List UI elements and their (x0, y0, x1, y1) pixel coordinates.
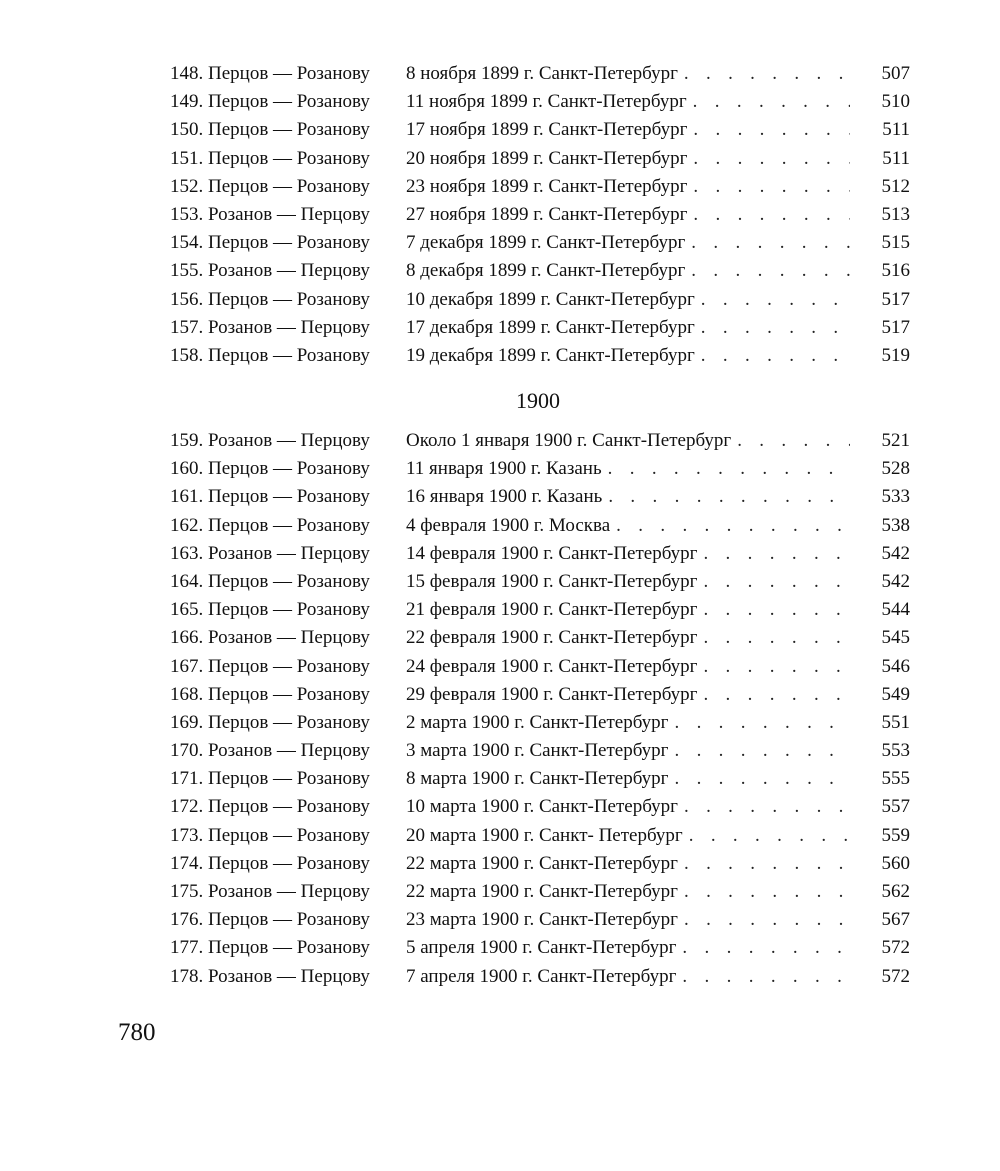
entry-who: Розанов — Перцову (208, 260, 370, 282)
leader-dots (697, 596, 850, 624)
entry-date: 16 января 1900 г. Казань (406, 486, 603, 508)
toc-entry (170, 681, 910, 709)
entry-correspondents (170, 483, 406, 511)
entry-page: 549 (881, 683, 910, 705)
leader-dots (678, 906, 850, 934)
entry-number: 158. (170, 344, 204, 366)
toc-entry (170, 257, 910, 285)
toc-entry (170, 229, 910, 257)
entry-date: 19 декабря 1899 г. Санкт-Петербург (406, 344, 695, 366)
entry-number: 150. (170, 119, 204, 141)
entry-who: Перцов — Розанову (208, 768, 370, 790)
entry-number: 156. (170, 288, 204, 310)
toc-entry (170, 906, 910, 934)
entry-number: 174. (170, 852, 204, 874)
entry-number: 167. (170, 655, 204, 677)
entry-date: 22 марта 1900 г. Санкт-Петербург (406, 881, 678, 902)
leader-dots (678, 850, 850, 878)
entry-who: Перцов — Розанову (208, 63, 370, 84)
entry-date: 10 декабря 1899 г. Санкт-Петербург (406, 288, 695, 310)
toc-entry (170, 624, 910, 652)
entry-number: 165. (170, 599, 204, 621)
entry-who: Розанов — Перцову (208, 542, 370, 564)
toc-entry (170, 963, 910, 991)
leader-dots (697, 681, 850, 709)
toc-entry (170, 596, 910, 624)
toc-entry (170, 878, 910, 906)
entry-number: 157. (170, 316, 204, 338)
entry-page: 572 (881, 965, 910, 987)
entry-who: Перцов — Розанову (208, 796, 370, 818)
leader-dots (695, 286, 850, 314)
entry-page: 546 (881, 655, 910, 677)
entry-date: 3 марта 1900 г. Санкт-Петербург (406, 740, 669, 762)
leader-dots (676, 963, 850, 991)
leader-dots (668, 709, 850, 737)
entry-date: 29 февраля 1900 г. Санкт-Петербург (406, 683, 698, 705)
leader-dots (695, 314, 850, 342)
leader-dots (697, 653, 850, 681)
toc-entry (170, 822, 910, 850)
toc-entry (170, 201, 910, 229)
leader-dots (668, 765, 850, 793)
entry-correspondents (170, 765, 406, 793)
entry-page: 542 (881, 542, 910, 564)
leader-dots (697, 568, 850, 596)
entry-who: Перцов — Розанову (208, 824, 370, 846)
leader-dots (687, 145, 850, 173)
entry-who: Перцов — Розанову (208, 175, 370, 197)
entry-who: Перцов — Розанову (208, 147, 370, 169)
entry-correspondents (170, 963, 406, 991)
entry-number: 159. (170, 430, 204, 451)
entry-who: Перцов — Розанову (208, 852, 370, 874)
entry-correspondents (170, 906, 406, 934)
toc-entry (170, 116, 910, 144)
entry-page: 542 (881, 570, 910, 592)
entry-page: 511 (882, 119, 910, 141)
entry-who: Перцов — Розанову (208, 119, 370, 141)
entry-page: 528 (881, 458, 910, 480)
toc-entry (170, 793, 910, 821)
leader-dots (678, 793, 850, 821)
entry-correspondents (170, 229, 406, 257)
entry-date: 20 ноября 1899 г. Санкт-Петербург (406, 147, 688, 169)
entry-who: Розанов — Перцову (208, 740, 370, 762)
entry-page: 567 (881, 909, 910, 931)
entry-number: 176. (170, 909, 204, 931)
entry-who: Перцов — Розанову (208, 683, 370, 705)
toc-entry (170, 709, 910, 737)
leader-dots (731, 427, 850, 455)
entry-number: 168. (170, 683, 204, 705)
entry-page: 513 (881, 203, 910, 225)
entry-correspondents (170, 822, 406, 850)
leader-dots (695, 342, 850, 370)
entry-correspondents (170, 709, 406, 737)
entry-date: 8 марта 1900 г. Санкт-Петербург (406, 768, 669, 790)
leader-dots (685, 229, 850, 257)
entry-correspondents (170, 737, 406, 765)
toc-entry (170, 850, 910, 878)
entry-who: Перцов — Розанову (208, 711, 370, 733)
entry-number: 161. (170, 486, 204, 508)
entry-date: 10 марта 1900 г. Санкт-Петербург (406, 796, 678, 818)
toc-entry (170, 342, 910, 370)
entry-who: Розанов — Перцову (208, 965, 370, 987)
leader-dots (668, 737, 850, 765)
toc-entry (170, 737, 910, 765)
entry-page: 559 (881, 824, 910, 846)
entry-date: 8 ноября 1899 г. Санкт-Петербург (406, 63, 678, 84)
entry-date: 7 апреля 1900 г. Санкт-Петербург (406, 965, 677, 987)
entry-number: 175. (170, 881, 204, 902)
entry-who: Перцов — Розанову (208, 570, 370, 592)
entry-correspondents (170, 568, 406, 596)
toc-entry (170, 286, 910, 314)
leader-dots (676, 934, 850, 962)
entry-who: Перцов — Розанову (208, 937, 370, 959)
entry-number: 172. (170, 796, 204, 818)
entry-date: 4 февраля 1900 г. Москва (406, 514, 611, 536)
entry-page: 519 (881, 344, 910, 366)
entry-page: 510 (881, 91, 910, 113)
entry-correspondents (170, 596, 406, 624)
entry-page: 517 (881, 316, 910, 338)
toc-entry (170, 483, 910, 511)
entry-date: 14 февраля 1900 г. Санкт-Петербург (406, 542, 698, 564)
entry-page: 515 (881, 232, 910, 254)
toc-entry (170, 60, 910, 88)
entry-page: 572 (881, 937, 910, 959)
page-number: 780 (118, 1019, 156, 1046)
toc-entry (170, 765, 910, 793)
toc-entry (170, 568, 910, 596)
toc-entry (170, 540, 910, 568)
toc-entry (170, 653, 910, 681)
entry-date: 17 ноября 1899 г. Санкт-Петербург (406, 119, 688, 141)
entry-page: 551 (881, 711, 910, 733)
toc-list-1900 (170, 427, 910, 991)
entry-page: 512 (881, 175, 910, 197)
toc-entry (170, 314, 910, 342)
entry-correspondents (170, 145, 406, 173)
entry-date: 2 марта 1900 г. Санкт-Петербург (406, 711, 669, 733)
entry-correspondents (170, 88, 406, 116)
entry-correspondents (170, 850, 406, 878)
entry-who: Перцов — Розанову (208, 458, 370, 480)
entry-who: Перцов — Розанову (208, 655, 370, 677)
entry-who: Перцов — Розанову (208, 232, 370, 254)
entry-who: Перцов — Розанову (208, 486, 370, 508)
entry-page: 560 (881, 852, 910, 874)
entry-page: 545 (881, 627, 910, 649)
toc-entry (170, 512, 910, 540)
entry-page: 553 (881, 740, 910, 762)
entry-who: Перцов — Розанову (208, 344, 370, 366)
entry-date: 24 февраля 1900 г. Санкт-Петербург (406, 655, 698, 677)
entry-number: 154. (170, 232, 204, 254)
entry-number: 160. (170, 458, 204, 480)
entry-page: 516 (881, 260, 910, 282)
toc-entry (170, 88, 910, 116)
entry-date: 23 марта 1900 г. Санкт-Петербург (406, 909, 678, 931)
entry-who: Перцов — Розанову (208, 514, 370, 536)
entry-page: 544 (881, 599, 910, 621)
entry-correspondents (170, 427, 406, 455)
leader-dots (678, 60, 850, 88)
entry-who: Розанов — Перцову (208, 627, 370, 649)
entry-correspondents (170, 455, 406, 483)
entry-date: 21 февраля 1900 г. Санкт-Петербург (406, 599, 698, 621)
entry-correspondents (170, 201, 406, 229)
entry-who: Перцов — Розанову (208, 909, 370, 931)
entry-who: Перцов — Розанову (208, 91, 370, 113)
entry-correspondents (170, 257, 406, 285)
entry-correspondents (170, 653, 406, 681)
toc-entry (170, 427, 910, 455)
entry-date: 11 ноября 1899 г. Санкт-Петербург (406, 91, 687, 113)
entry-date: 20 марта 1900 г. Санкт- Петербург (406, 824, 683, 846)
entry-number: 173. (170, 824, 204, 846)
entry-page: 562 (881, 881, 910, 902)
entry-page: 555 (881, 768, 910, 790)
entry-date: 23 ноября 1899 г. Санкт-Петербург (406, 175, 688, 197)
entry-page: 507 (881, 63, 910, 84)
leader-dots (697, 624, 850, 652)
entry-number: 177. (170, 937, 204, 959)
entry-correspondents (170, 60, 406, 88)
entry-number: 155. (170, 260, 204, 282)
entry-date: 11 января 1900 г. Казань (406, 458, 602, 480)
entry-correspondents (170, 286, 406, 314)
entry-page: 517 (881, 288, 910, 310)
leader-dots (602, 455, 850, 483)
entry-correspondents (170, 314, 406, 342)
entry-who: Розанов — Перцову (208, 881, 370, 902)
toc-entry (170, 145, 910, 173)
year-heading: 1900 (516, 388, 560, 413)
entry-who: Розанов — Перцову (208, 203, 370, 225)
toc-entry (170, 173, 910, 201)
entry-number: 152. (170, 175, 204, 197)
entry-who: Розанов — Перцову (208, 430, 370, 451)
entry-date: 17 декабря 1899 г. Санкт-Петербург (406, 316, 695, 338)
entry-correspondents (170, 624, 406, 652)
entry-date: Около 1 января 1900 г. Санкт-Петербург (406, 430, 732, 451)
leader-dots (687, 116, 850, 144)
leader-dots (687, 88, 850, 116)
entry-number: 166. (170, 627, 204, 649)
leader-dots (687, 201, 850, 229)
entry-date: 8 декабря 1899 г. Санкт-Петербург (406, 260, 686, 282)
entry-date: 22 марта 1900 г. Санкт-Петербург (406, 852, 678, 874)
entry-correspondents (170, 681, 406, 709)
entry-number: 163. (170, 542, 204, 564)
entry-page: 533 (881, 486, 910, 508)
leader-dots (687, 173, 850, 201)
entry-correspondents (170, 116, 406, 144)
entry-number: 164. (170, 570, 204, 592)
toc-entry (170, 455, 910, 483)
entry-correspondents (170, 878, 406, 906)
entry-page: 538 (881, 514, 910, 536)
leader-dots (610, 512, 850, 540)
entry-correspondents (170, 512, 406, 540)
entry-page: 557 (881, 796, 910, 818)
entry-page: 511 (882, 147, 910, 169)
entry-correspondents (170, 934, 406, 962)
entry-number: 178. (170, 965, 204, 987)
entry-date: 5 апреля 1900 г. Санкт-Петербург (406, 937, 677, 959)
entry-number: 151. (170, 147, 204, 169)
leader-dots (697, 540, 850, 568)
toc-list-1899 (170, 60, 910, 370)
entry-correspondents (170, 173, 406, 201)
entry-who: Розанов — Перцову (208, 316, 370, 338)
entry-correspondents (170, 342, 406, 370)
leader-dots (678, 878, 850, 906)
entry-correspondents (170, 793, 406, 821)
entry-date: 15 февраля 1900 г. Санкт-Петербург (406, 570, 698, 592)
leader-dots (683, 822, 850, 850)
entry-who: Перцов — Розанову (208, 599, 370, 621)
entry-number: 153. (170, 203, 204, 225)
entry-date: 27 ноября 1899 г. Санкт-Петербург (406, 203, 688, 225)
entry-correspondents (170, 540, 406, 568)
entry-date: 7 декабря 1899 г. Санкт-Петербург (406, 232, 686, 254)
entry-number: 169. (170, 711, 204, 733)
entry-page: 521 (881, 430, 910, 451)
entry-number: 162. (170, 514, 204, 536)
entry-date: 22 февраля 1900 г. Санкт-Петербург (406, 627, 698, 649)
entry-number: 148. (170, 63, 204, 84)
leader-dots (685, 257, 850, 285)
entry-number: 170. (170, 740, 204, 762)
entry-number: 171. (170, 768, 204, 790)
entry-who: Перцов — Розанову (208, 288, 370, 310)
entry-number: 149. (170, 91, 204, 113)
leader-dots (602, 483, 850, 511)
toc-entry (170, 934, 910, 962)
